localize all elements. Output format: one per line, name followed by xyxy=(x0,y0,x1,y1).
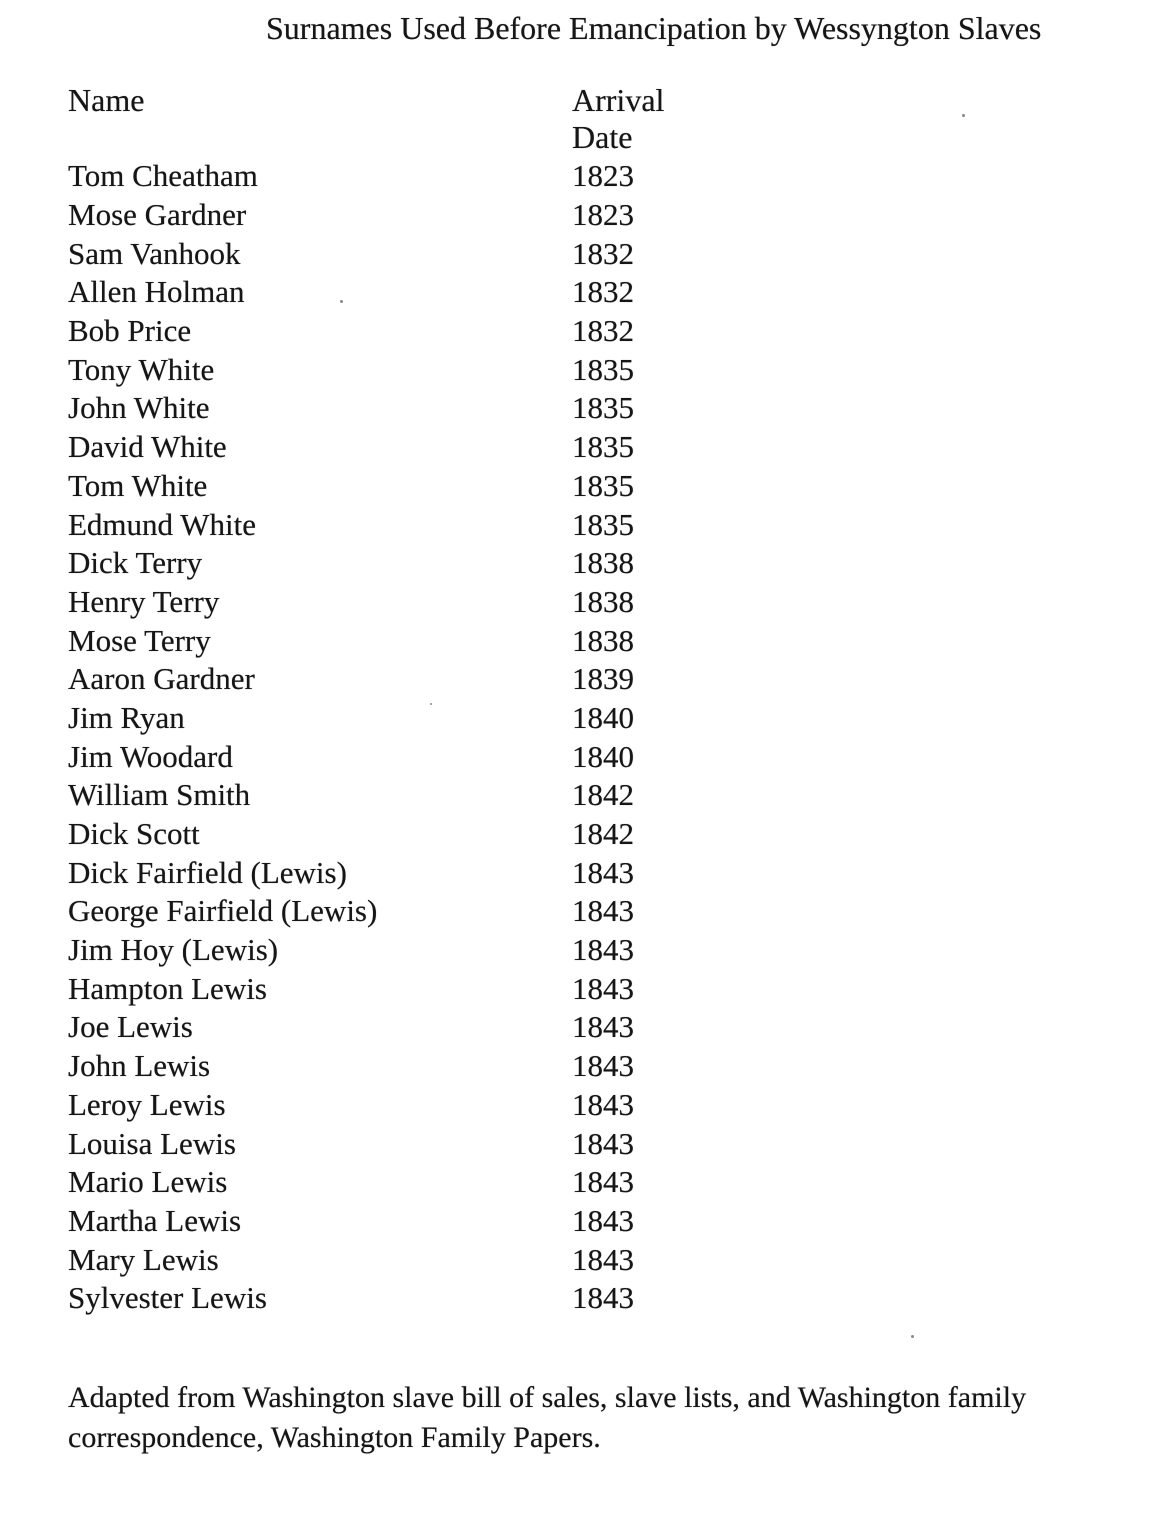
arrival-year: 1835 xyxy=(572,351,634,387)
table-row xyxy=(68,1163,1088,1202)
person-name: Sam Vanhook xyxy=(68,235,241,271)
person-name: Henry Terry xyxy=(68,583,220,619)
arrival-year: 1835 xyxy=(572,467,634,503)
source-note xyxy=(68,1378,1148,1458)
table-row xyxy=(68,815,1088,854)
table-row xyxy=(68,234,1088,273)
person-name: Dick Fairfield (Lewis) xyxy=(68,854,347,890)
table-row xyxy=(68,273,1088,312)
table-row xyxy=(68,389,1088,428)
table-row xyxy=(68,1202,1088,1241)
person-name: John Lewis xyxy=(68,1048,211,1084)
scan-speck xyxy=(340,300,343,303)
arrival-year: 1838 xyxy=(572,622,634,658)
person-name: Sylvester Lewis xyxy=(68,1280,267,1316)
table-row xyxy=(68,544,1088,583)
table-header-row xyxy=(68,82,692,156)
table-row xyxy=(68,428,1088,467)
table-row xyxy=(68,969,1088,1008)
arrival-year: 1832 xyxy=(572,313,634,349)
document-title: Surnames Used Before Emancipation by Wessyngton Slaves xyxy=(266,10,1042,46)
arrival-year: 1823 xyxy=(572,197,634,233)
arrival-year: 1835 xyxy=(572,390,634,426)
arrival-year: 1843 xyxy=(572,1280,634,1316)
arrival-year: 1835 xyxy=(572,429,634,465)
person-name: Hampton Lewis xyxy=(68,970,267,1006)
person-name: Tom White xyxy=(68,467,208,503)
table-row xyxy=(68,621,1088,660)
source-note-line-1: Adapted from Washington slave bill of sales, slave lists, and Washington family xyxy=(68,1381,1027,1414)
column-header-arrival-date: Arrival Date xyxy=(572,82,665,155)
arrival-year: 1843 xyxy=(572,1009,634,1045)
person-name: Jim Ryan xyxy=(68,699,185,735)
table-row xyxy=(68,853,1088,892)
person-name: Dick Scott xyxy=(68,816,200,852)
arrival-year: 1840 xyxy=(572,738,634,774)
table-row xyxy=(68,157,1088,196)
person-name: Joe Lewis xyxy=(68,1009,193,1045)
table-row xyxy=(68,583,1088,622)
arrival-year: 1838 xyxy=(572,545,634,581)
surname-table-body xyxy=(68,157,1088,1318)
source-note-line-2: correspondence, Washington Family Papers. xyxy=(68,1421,601,1454)
table-row xyxy=(68,1124,1088,1163)
person-name: William Smith xyxy=(68,777,251,813)
person-name: Mary Lewis xyxy=(68,1241,219,1277)
arrival-year: 1843 xyxy=(572,1086,634,1122)
arrival-year: 1843 xyxy=(572,932,634,968)
table-row xyxy=(68,505,1088,544)
person-name: Martha Lewis xyxy=(68,1202,242,1238)
person-name: Mose Gardner xyxy=(68,197,247,233)
person-name: Louisa Lewis xyxy=(68,1125,236,1161)
person-name: Mose Terry xyxy=(68,622,211,658)
table-row xyxy=(68,1086,1088,1125)
table-row xyxy=(68,892,1088,931)
person-name: Jim Hoy (Lewis) xyxy=(68,932,279,968)
person-name: George Fairfield (Lewis) xyxy=(68,893,378,929)
arrival-year: 1843 xyxy=(572,1125,634,1161)
table-row xyxy=(68,350,1088,389)
person-name: Bob Price xyxy=(68,313,192,349)
table-row xyxy=(68,1008,1088,1047)
arrival-year: 1843 xyxy=(572,893,634,929)
arrival-year: 1843 xyxy=(572,1048,634,1084)
arrival-year: 1823 xyxy=(572,158,634,194)
person-name: Tom Cheatham xyxy=(68,158,258,194)
table-row xyxy=(68,1047,1088,1086)
arrival-year: 1843 xyxy=(572,854,634,890)
arrival-year: 1842 xyxy=(572,816,634,852)
arrival-year: 1843 xyxy=(572,1202,634,1238)
table-row xyxy=(68,699,1088,738)
arrival-year: 1840 xyxy=(572,699,634,735)
arrival-year: 1842 xyxy=(572,777,634,813)
table-row xyxy=(68,467,1088,506)
table-row xyxy=(68,312,1088,351)
person-name: David White xyxy=(68,429,227,465)
arrival-year: 1843 xyxy=(572,970,634,1006)
scan-speck xyxy=(911,1335,914,1338)
scan-speck xyxy=(962,114,965,117)
table-row xyxy=(68,1240,1088,1279)
arrival-year: 1839 xyxy=(572,661,634,697)
column-header-name: Name xyxy=(68,82,145,118)
person-name: Allen Holman xyxy=(68,274,245,310)
person-name: Mario Lewis xyxy=(68,1164,228,1200)
scan-speck xyxy=(430,703,432,705)
table-row xyxy=(68,660,1088,699)
arrival-year: 1843 xyxy=(572,1164,634,1200)
table-row xyxy=(68,1279,1088,1318)
person-name: John White xyxy=(68,390,210,426)
person-name: Edmund White xyxy=(68,506,256,542)
arrival-year: 1843 xyxy=(572,1241,634,1277)
table-row xyxy=(68,776,1088,815)
person-name: Jim Woodard xyxy=(68,738,233,774)
person-name: Dick Terry xyxy=(68,545,203,581)
person-name: Tony White xyxy=(68,351,215,387)
table-row xyxy=(68,737,1088,776)
arrival-year: 1832 xyxy=(572,274,634,310)
arrival-year: 1835 xyxy=(572,506,634,542)
table-row xyxy=(68,196,1088,235)
person-name: Leroy Lewis xyxy=(68,1086,226,1122)
table-row xyxy=(68,931,1088,970)
person-name: Aaron Gardner xyxy=(68,661,255,697)
arrival-year: 1832 xyxy=(572,235,634,271)
arrival-year: 1838 xyxy=(572,583,634,619)
